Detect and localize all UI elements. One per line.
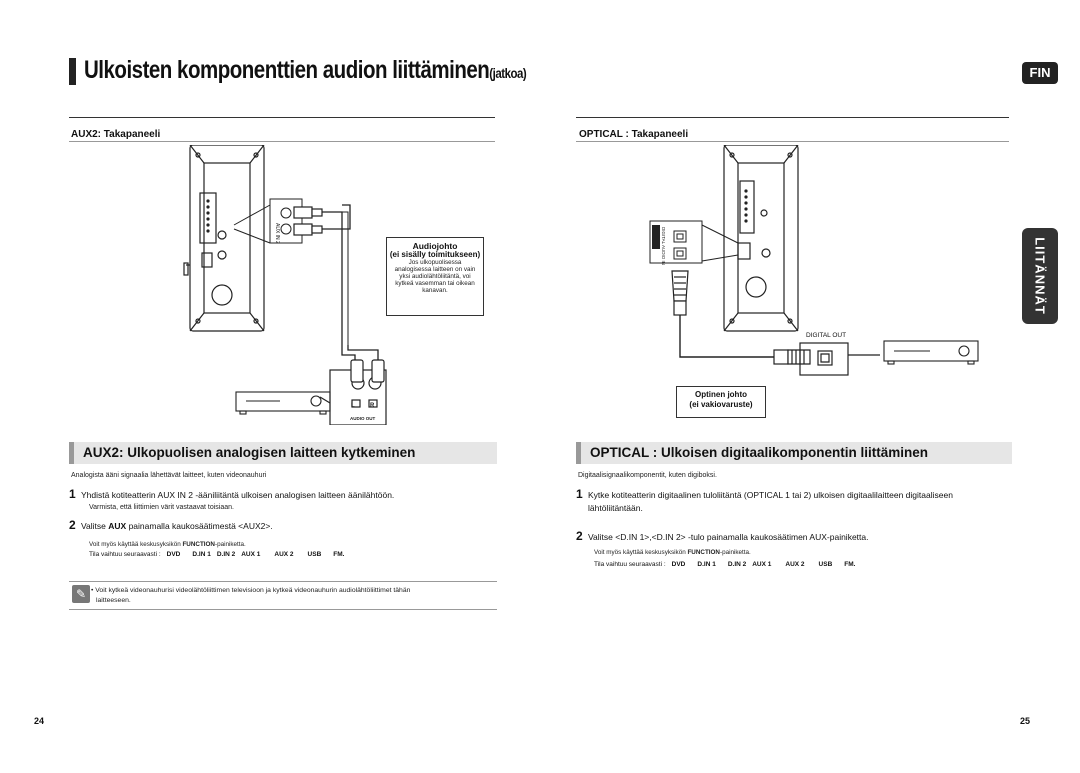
optical-cable-title: Optinen johto	[695, 390, 747, 399]
language-tab: FIN	[1022, 62, 1058, 84]
left-panel-top-rule	[69, 117, 495, 118]
external-digital-device	[884, 341, 978, 364]
audio-out-label: AUDIO OUT	[350, 416, 376, 421]
note-icon: ✎	[72, 585, 90, 603]
jack-l-label: L	[351, 403, 355, 409]
side-tab-label: LIITÄNNÄT	[1032, 237, 1048, 315]
right-section-header	[576, 442, 1012, 464]
right-panel-label-rule	[576, 141, 1009, 142]
left-step-1-note: Varmista, että liittimien värit vastaavat toisiaan.	[89, 504, 234, 511]
optical-connection-diagram	[640, 145, 985, 380]
aux2-panel-label: AUX2: Takapaneeli	[71, 129, 161, 140]
right-mode-sequence: Tila vaihtuu seuraavasti : DVD D.IN 1 D.IN 2 AUX 1 AUX 2 USB FM.	[594, 561, 856, 568]
note-text-2: laitteeseen.	[96, 597, 131, 604]
right-step-1-number: 1	[576, 487, 583, 501]
digital-in-label-bg	[652, 225, 660, 249]
right-step-2-number: 2	[576, 529, 583, 543]
left-section-title: AUX2: Ulkopuolisen analogisen laitteen kytkeminen	[83, 445, 416, 460]
rca-plugs-bottom	[351, 360, 384, 382]
right-step-1-text-1: Kytke kotiteatterin digitaalinen tuloliitäntä (OPTICAL 1 tai 2) ulkoisen digitaalilaitteen digitaaliseen	[588, 490, 953, 500]
subwoofer-rear-panel	[724, 145, 798, 331]
note-box	[69, 581, 497, 610]
rca-plugs-top	[294, 207, 322, 235]
section-accent-bar	[576, 442, 581, 464]
section-accent-bar	[69, 442, 74, 464]
left-step-2-number: 2	[69, 518, 76, 532]
page-title: Ulkoisten komponenttien audion liittäminen(jatkoa)	[84, 56, 527, 84]
external-analog-device	[236, 392, 330, 414]
cable-callout	[386, 237, 484, 316]
optical-cable-callout	[676, 386, 766, 418]
optical-plug-right	[774, 350, 810, 364]
cable-note-4: kytkeä vasemman tai oikean	[395, 279, 475, 287]
digital-out-jack-zoom	[800, 343, 880, 375]
audio-cable	[322, 205, 350, 345]
right-section-title: OPTICAL : Ulkoisen digitaalikomponentin liittäminen	[590, 445, 929, 460]
left-mode-sequence: Tila vaihtuu seuraavasti : DVD D.IN 1 D.IN 2 AUX 1 AUX 2 USB FM.	[89, 551, 345, 558]
cable-subtitle: (ei sisälly toimitukseen)	[389, 250, 481, 260]
aux-in-2-label: AUX IN 2	[274, 223, 280, 244]
page-number-left: 24	[34, 716, 45, 726]
left-panel-label-rule	[69, 141, 495, 142]
cable-note-2: analogisessa laitteen on vain	[394, 266, 476, 274]
left-step-1-number: 1	[69, 487, 76, 501]
cable-note-5: kanavan.	[422, 286, 448, 294]
aux-in-2-jack-zoom	[234, 199, 302, 243]
right-step-2-text: Valitse <D.IN 1>,<D.IN 2> -tulo painamalla kaukosäätimen AUX-painiketta.	[588, 532, 869, 542]
left-step-1-text: Yhdistä kotiteatterin AUX IN 2 -ääniliitäntä ulkoisen analogisen laitteen äänilähtöön.	[81, 490, 395, 500]
subwoofer-rear-panel	[184, 145, 264, 331]
left-step-2-text: Valitse AUX painamalla kaukosäätimestä <AUX2>.	[81, 521, 273, 531]
left-intro: Analogista ääni signaalia lähettävät laitteet, kuten videonauhuri	[71, 472, 267, 479]
jack-r-label: R	[370, 403, 375, 409]
title-suffix: (jatkoa)	[489, 65, 527, 81]
page-number-right: 25	[1020, 716, 1031, 726]
left-step-2-note: Voit myös käyttää keskusyksikön FUNCTION-painiketta.	[89, 541, 246, 548]
right-step-2-note: Voit myös käyttää keskusyksikön FUNCTION-painiketta.	[594, 549, 751, 556]
cable-note-1: Jos ulkopuolisessa	[408, 259, 462, 267]
optical-plug-top	[672, 271, 688, 315]
section-side-tab	[1022, 228, 1058, 324]
right-intro: Digitaalisignaalikomponentit, kuten digiboksi.	[578, 472, 717, 479]
left-section-header	[69, 442, 497, 464]
optical-panel-label: OPTICAL : Takapaneeli	[579, 129, 689, 140]
title-accent-bar	[69, 58, 76, 85]
optical-cable	[680, 315, 776, 357]
note-text-1: • Voit kytkeä videonauhurisi videolähtöliittimen televisioon ja kytkeä videonauhurin audiolähtöliittimet tähän	[91, 587, 411, 594]
right-step-1-text-2: lähtöliitäntään.	[588, 503, 643, 513]
digital-audio-in-label: DIGITAL AUDIO IN	[661, 227, 666, 266]
digital-out-label: DIGITAL OUT	[806, 332, 847, 339]
right-panel-top-rule	[576, 117, 1009, 118]
cable-note-3: yksi audiolähtöliitäntä, voi	[399, 272, 471, 280]
cable-title: Audiojohto	[412, 241, 458, 251]
optical-cable-subtitle: (ei vakiovaruste)	[689, 399, 753, 409]
